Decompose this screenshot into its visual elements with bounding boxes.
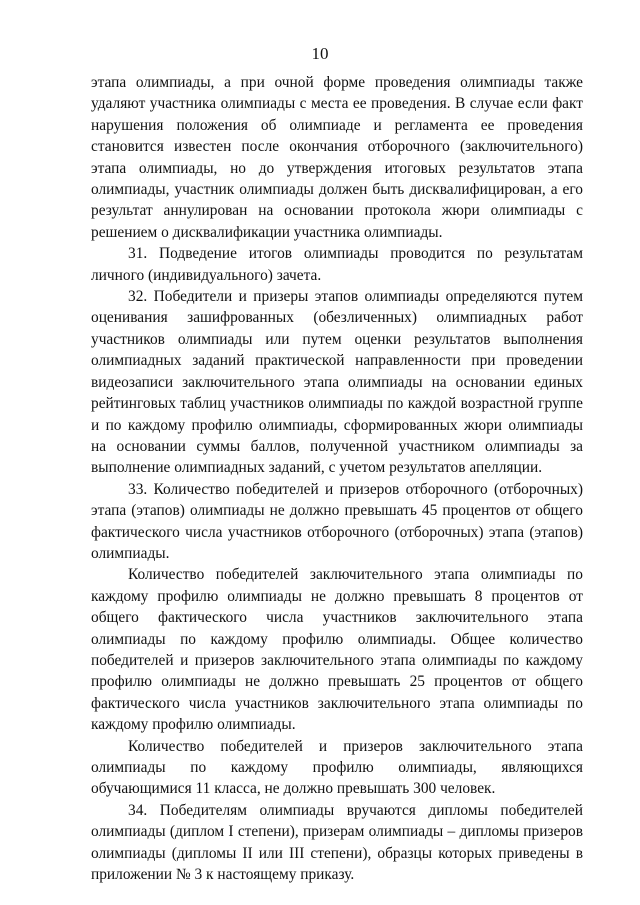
paragraph-34: 34. Победителям олимпиады вручаются дипломы победителей олимпиады (диплом I степени), призерам олимпиады – дипломы призеров олимпиады (дипломы II или III степени), образцы которых приведены в приложении № 3 к настоящему приказу.: [91, 801, 583, 884]
paragraph-33-grade-11: Количество победителей и призеров заключительного этапа олимпиады по каждому профилю олимпиады, являющихся обучающимися 11 класса, не должно превышать 300 человек.: [91, 737, 583, 798]
paragraph-continuation: этапа олимпиады, а при очной форме проведения олимпиады также удаляют участника олимпиады с места ее проведения. В случае если факт нарушения положения об олимпиаде и регламента ее проведения становится известен после окончания отборочного (заключительного) этапа олимпиады, но до утверждения итоговых результатов этапа олимпиады, участник олимпиады должен быть дисквалифицирован, а его результат аннулирован на основании протокола жюри олимпиады с решением о дисквалификации участника олимпиады.: [91, 74, 583, 241]
paragraph-32: 32. Победители и призеры этапов олимпиады определяются путем оценивания зашифрованных (обезличенных) олимпиадных работ участников олимпиады или путем оценки результатов выполнения олимпиадных заданий практической направленности при проведении видеозаписи заключительного этапа олимпиады на основании единых рейтинговых таблиц участников олимпиады по каждой возрастной группе и по каждому профилю олимпиады, сформированных жюри олимпиады на основании суммы баллов, полученной участником олимпиады за выполнение олимпиадных заданий, с учетом результатов апелляции.: [91, 288, 583, 477]
paragraph-31: 31. Подведение итогов олимпиады проводится по результатам личного (индивидуального) зачета.: [91, 245, 583, 284]
paragraph-33-winners-final: Количество победителей заключительного этапа олимпиады по каждому профилю олимпиады не должно превышать 8 процентов от общего фактического числа участников заключительного этапа олимпиады по каждому профилю олимпиады. Общее количество победителей и призеров заключительного этапа олимпиады по каждому профилю олимпиады не должно превышать 25 процентов от общего фактического числа участников заключительного этапа олимпиады по каждому профилю олимпиады.: [91, 566, 583, 734]
page-number: 10: [311, 44, 329, 63]
document-body: [91, 72, 583, 885]
paragraph-33: 33. Количество победителей и призеров отборочного (отборочных) этапа (этапов) олимпиады не должно превышать 45 процентов от общего фактического числа участников отборочного (отборочных) этапа (этапов) олимпиады.: [91, 480, 583, 562]
